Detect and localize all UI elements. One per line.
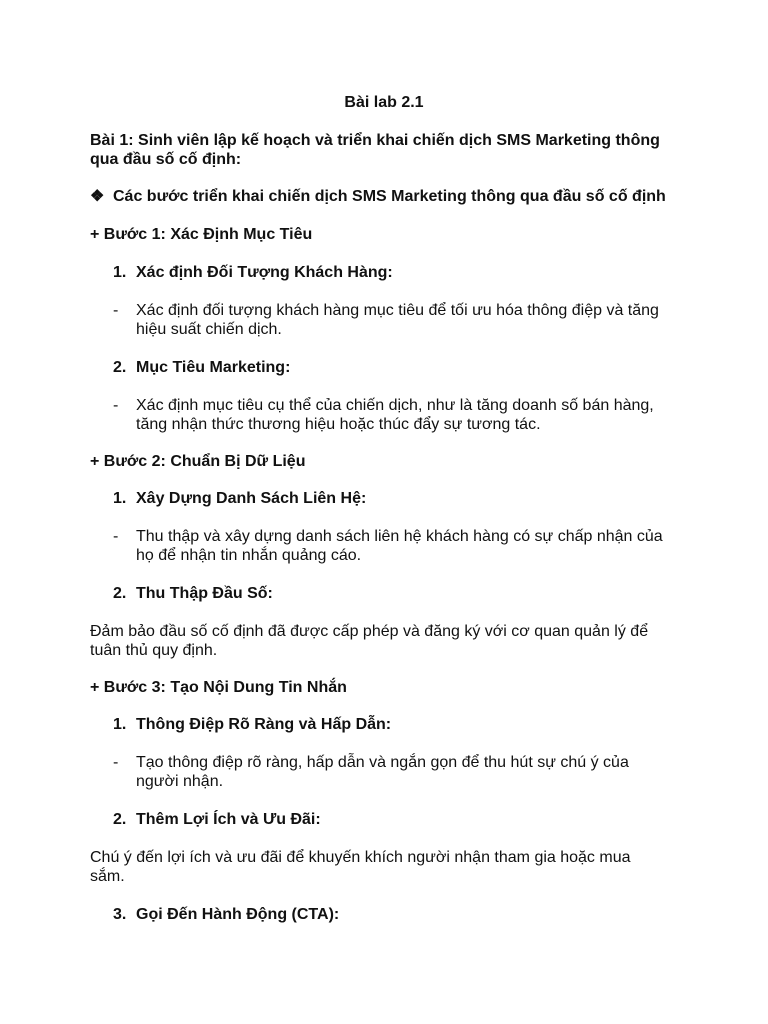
- step-heading: + Bước 1: Xác Định Mục Tiêu: [90, 226, 313, 243]
- list-item-title: Xác định Đối Tượng Khách Hàng:: [136, 264, 393, 281]
- list-item-text-line-2: hiệu suất chiến dịch.: [136, 321, 282, 338]
- list-number: 1.: [113, 716, 127, 733]
- step-heading: + Bước 2: Chuẩn Bị Dữ Liệu: [90, 453, 306, 470]
- paragraph-line-1: Đảm bảo đầu số cố định đã được cấp phép và đăng ký với cơ quan quản lý để: [90, 623, 649, 640]
- list-item-title: Thông Điệp Rõ Ràng và Hấp Dẫn:: [136, 716, 392, 733]
- intro-line-2: qua đầu số cố định:: [90, 151, 242, 168]
- list-item-text-line-2: người nhận.: [136, 773, 224, 790]
- section-heading: Các bước triển khai chiến dịch SMS Marketing thông qua đầu số cố định: [113, 188, 666, 205]
- step-heading: + Bước 3: Tạo Nội Dung Tin Nhắn: [90, 679, 347, 696]
- list-item-title: Thu Thập Đầu Số:: [136, 585, 273, 602]
- list-item-text-line-1: Xác định mục tiêu cụ thể của chiến dịch, như là tăng doanh số bán hàng,: [136, 397, 654, 414]
- list-item-title: Mục Tiêu Marketing:: [136, 359, 291, 376]
- list-item-title: Xây Dựng Danh Sách Liên Hệ:: [136, 490, 367, 507]
- dash-marker: -: [113, 302, 119, 319]
- list-item-text-line-1: Tạo thông điệp rõ ràng, hấp dẫn và ngắn gọn để thu hút sự chú ý của: [136, 754, 629, 771]
- list-item-text-line-2: tăng nhận thức thương hiệu hoặc thúc đẩy sự tương tác.: [136, 416, 541, 433]
- list-number: 2.: [113, 359, 127, 376]
- paragraph-line-2: tuân thủ quy định.: [90, 642, 218, 659]
- intro-line-1: Bài 1: Sinh viên lập kế hoạch và triển khai chiến dịch SMS Marketing thông: [90, 132, 660, 149]
- list-number: 3.: [113, 906, 127, 923]
- dash-marker: -: [113, 754, 119, 771]
- list-item-text-line-2: họ để nhận tin nhắn quảng cáo.: [136, 547, 362, 564]
- page-title: Bài lab 2.1: [344, 94, 424, 111]
- list-item-title: Gọi Đến Hành Động (CTA):: [136, 906, 340, 923]
- dash-marker: -: [113, 397, 119, 414]
- list-item-title: Thêm Lợi Ích và Ưu Đãi:: [136, 811, 321, 828]
- list-number: 1.: [113, 490, 127, 507]
- list-number: 2.: [113, 585, 127, 602]
- list-item-text-line-1: Xác định đối tượng khách hàng mục tiêu để tối ưu hóa thông điệp và tăng: [136, 302, 659, 319]
- dash-marker: -: [113, 528, 119, 545]
- list-item-text-line-1: Thu thập và xây dựng danh sách liên hệ khách hàng có sự chấp nhận của: [136, 528, 663, 545]
- list-number: 1.: [113, 264, 127, 281]
- list-number: 2.: [113, 811, 127, 828]
- bullet-icon: ❖: [90, 188, 105, 205]
- paragraph-line-1: Chú ý đến lợi ích và ưu đãi để khuyến khích người nhận tham gia hoặc mua: [90, 849, 631, 866]
- paragraph-line-2: sắm.: [90, 868, 125, 885]
